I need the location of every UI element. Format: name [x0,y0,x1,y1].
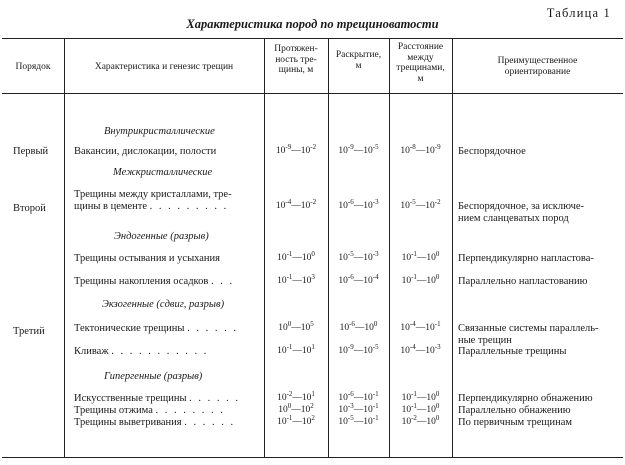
top-rule [2,38,623,39]
row-name: Искусственные трещины . . . . . . [74,393,240,404]
orientation-value: Беспорядочное, за исключе- нием сланцеватых пород [458,201,585,224]
orientation-value: Параллельные трещины [458,346,567,357]
order-second: Второй [13,203,46,214]
row-name: Трещины выветривания . . . . . . [74,417,236,428]
distance-value: $10^{-8}—10^{-9}$ [400,143,441,156]
header-opening: Раскрытие, м [335,50,382,71]
distance-value: $10^{-4}—10^{-3}$ [400,343,441,356]
distance-value: $10^{-1}—10^0$ [401,273,440,286]
length-value: $10^{-1}—10^3$ [277,273,315,286]
table-title: Характеристика пород по трещиноватости [186,17,439,31]
length-value: $10^0—10^5$ [278,320,314,333]
opening-value: $10^{-6}—10^{-3}$ [338,198,379,211]
opening-value: $10^{-5}—10^{-3}$ [338,250,379,263]
header-distance: Расстояние между трещинами, м [396,42,445,84]
group-heading: Эндогенные (разрыв) [114,231,209,242]
length-value: $10^{-1}—10^2$ [277,414,315,427]
length-value: $10^{-1}—10^0$ [277,250,315,263]
header-length: Протяжен- ность тре- щины, м [274,44,318,75]
group-heading: Межкристаллические [113,167,213,178]
distance-value: $10^{-4}—10^{-1}$ [400,320,441,333]
row-name: Трещины остывания и усыхания [74,253,220,264]
column-divider [452,38,453,458]
bottom-rule [2,457,623,458]
header-characteristic: Характеристика и генезис трещин [94,62,234,72]
distance-value: $10^{-1}—10^0$ [401,250,440,263]
group-heading: Экзогенные (сдвиг, разрыв) [102,299,225,310]
orientation-value: По первичным трещинам [458,417,573,428]
order-third: Третий [13,326,45,337]
row-name: Трещины накопления осадков . . . [74,276,235,287]
order-first: Первый [13,146,49,157]
opening-value: $10^{-9}—10^{-5}$ [338,343,379,356]
table-label: Таблица 1 [546,6,611,20]
group-heading: Гипергенные (разрыв) [104,371,203,382]
header-orientation: Преимущественное ориентирование [497,56,578,77]
opening-value: $10^{-6}—10^0$ [339,320,378,333]
opening-value: $10^{-5}—10^{-1}$ [338,414,379,427]
distance-value: $10^{-1}—10^0$ [401,402,440,415]
orientation-value: Беспорядочное [458,146,526,157]
orientation-value: Перпендикулярно напластова- [458,253,594,264]
row-name: Вакансии, дислокации, полости [74,146,217,157]
distance-value: $10^{-5}—10^{-2}$ [400,198,441,211]
group-heading: Внутрикристаллические [104,126,215,137]
opening-value: $10^{-3}—10^{-1}$ [338,402,379,415]
distance-value: $10^{-2}—10^0$ [401,414,440,427]
length-value: $10^{-9}—10^{-2}$ [275,143,317,156]
length-value: $10^{-1}—10^1$ [277,343,315,356]
orientation-value: Перпендикулярно обнажению [458,393,593,404]
opening-value: $10^{-9}—10^{-5}$ [338,143,379,156]
opening-value: $10^{-6}—10^{-1}$ [338,390,379,403]
length-value: $10^{-4}—10^{-2}$ [275,198,317,211]
row-name: Кливаж . . . . . . . . . . . [74,346,209,357]
orientation-value: Параллельно обнажению [458,405,571,416]
length-value: $10^{-2}—10^1$ [277,390,315,403]
distance-value: $10^{-1}—10^0$ [401,390,440,403]
orientation-value: Параллельно напластованию [458,276,588,287]
row-name: Тектонические трещины . . . . . . [74,323,238,334]
row-name: Трещины между кристаллами, тре- щины в цементе . . . . . . . . . [74,189,232,212]
orientation-value: Связанные системы параллель- ные трещин [458,323,599,346]
column-divider [64,38,65,458]
header-order: Порядок [15,62,51,72]
header-rule [2,93,623,94]
length-value: $10^0—10^2$ [278,402,314,415]
row-name: Трещины отжима . . . . . . . . [74,405,225,416]
opening-value: $10^{-6}—10^{-4}$ [338,273,379,286]
